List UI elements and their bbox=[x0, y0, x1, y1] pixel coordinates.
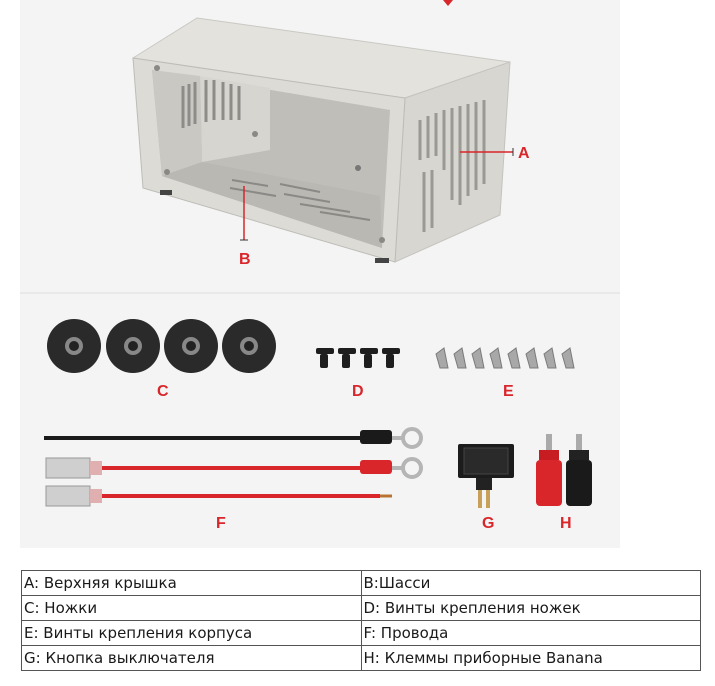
banana-terminals-icon bbox=[536, 434, 592, 506]
parts-legend-table bbox=[21, 570, 701, 671]
label-b: B bbox=[239, 251, 251, 268]
label-a: A bbox=[518, 145, 530, 162]
table-row bbox=[22, 571, 701, 596]
label-d: D bbox=[352, 383, 364, 400]
table-cell: D: Винты крепления ножек bbox=[361, 596, 701, 621]
table-cell: B:Шасси bbox=[361, 571, 701, 596]
table-row bbox=[22, 621, 701, 646]
table-cell: G: Кнопка выключателя bbox=[22, 646, 362, 671]
table-cell: F: Провода bbox=[361, 621, 701, 646]
parts-illustration bbox=[20, 0, 620, 548]
label-e: E bbox=[503, 383, 514, 400]
label-c: C bbox=[157, 383, 169, 400]
label-g: G bbox=[482, 515, 495, 532]
label-h: H bbox=[560, 515, 572, 532]
table-cell: H: Клеммы приборные Banana bbox=[361, 646, 701, 671]
parts-photo bbox=[20, 0, 620, 548]
table-row bbox=[22, 646, 701, 671]
feet-screws-icon bbox=[316, 348, 400, 368]
rocker-switch-icon bbox=[458, 444, 514, 508]
case-screws-icon bbox=[436, 348, 574, 368]
table-cell: C: Ножки bbox=[22, 596, 362, 621]
table-row bbox=[22, 596, 701, 621]
title-fragment bbox=[443, 0, 453, 6]
enclosure-chassis bbox=[133, 18, 510, 263]
rubber-feet-icon bbox=[47, 319, 276, 373]
label-f: F bbox=[216, 515, 226, 532]
table-cell: A: Верхняя крышка bbox=[22, 571, 362, 596]
wires-icon bbox=[44, 429, 421, 506]
table-cell: E: Винты крепления корпуса bbox=[22, 621, 362, 646]
